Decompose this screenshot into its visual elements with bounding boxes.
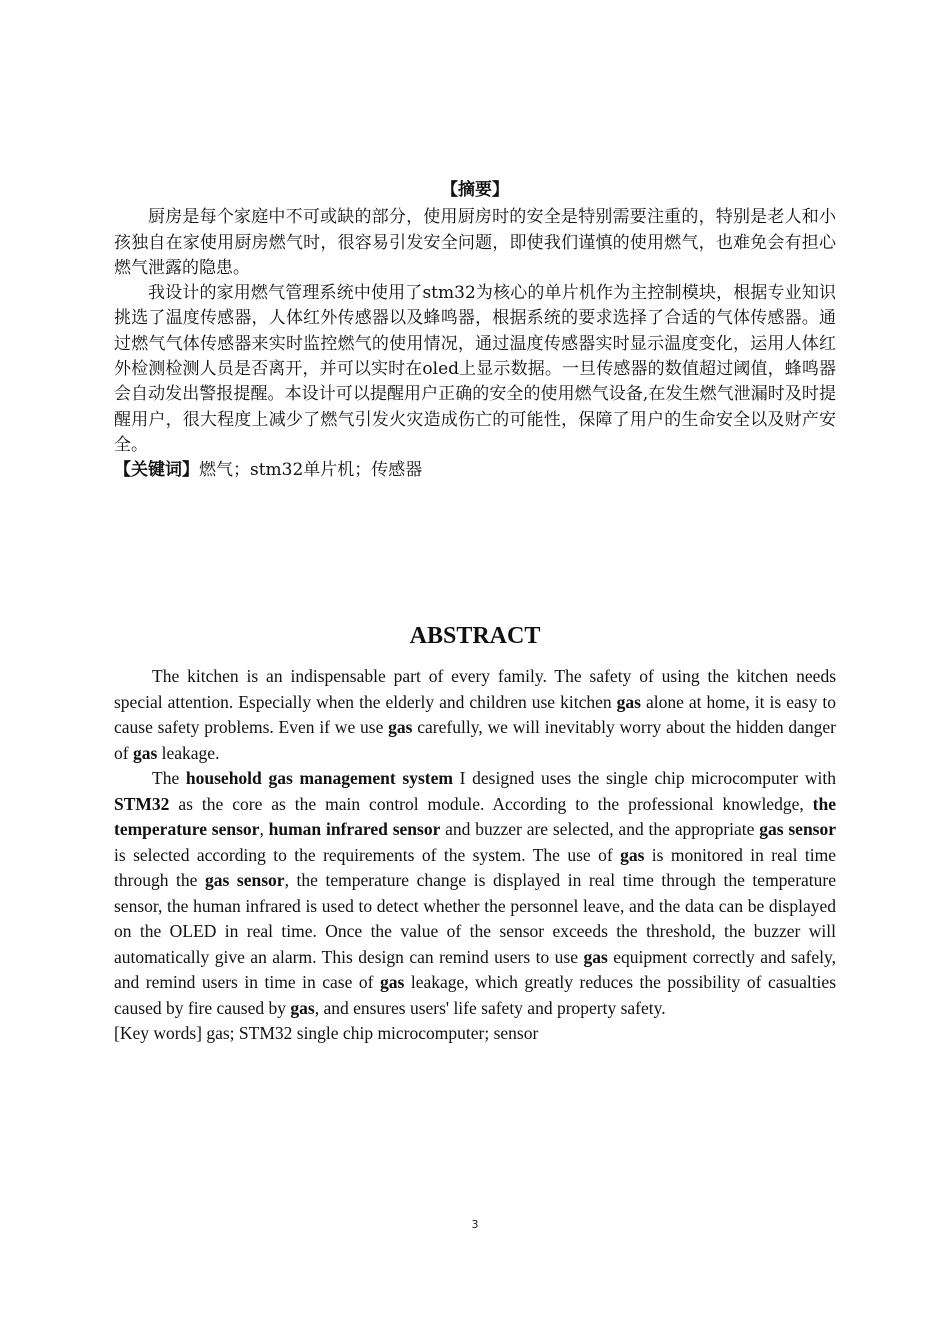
text-run: is monitored in real time through the [114, 844, 837, 890]
text-run: The [152, 768, 186, 788]
bold-term: gas [388, 717, 413, 737]
bold-term: gas [616, 691, 641, 712]
text-run: I designed uses the single chip microcomputer with [452, 768, 836, 788]
bold-term: gas [290, 997, 315, 1018]
text-run: leakage, which greatly reduces the possibility of casualties caused by fire caused by [114, 972, 836, 1018]
bold-term: the temperature sensor [114, 793, 836, 839]
chinese-keywords-text: 燃气；stm32单片机；传感器 [199, 460, 423, 481]
bold-term: gas sensor [759, 819, 837, 839]
chinese-keywords-label: 【关键词】 [114, 460, 199, 481]
bold-term: household gas management system [185, 768, 453, 788]
text-run: , and ensures users' life safety and property safety. [314, 997, 666, 1018]
bold-term: gas [620, 844, 645, 865]
chinese-abstract-title: 【摘要】 [441, 180, 509, 200]
text-run: and buzzer are selected, and the appropriate [440, 819, 760, 839]
bold-term: human infrared sensor [268, 819, 441, 839]
english-abstract-paragraph-2 [114, 766, 836, 1021]
chinese-abstract [114, 178, 836, 484]
bold-term: STM32 [114, 793, 170, 814]
bold-term: gas [380, 972, 405, 992]
chinese-abstract-paragraph-1: 厨房是每个家庭中不可或缺的部分，使用厨房时的安全是特别需要注重的，特别是老人和小孩独自在家使用厨房燃气时，很容易引发安全问题，即使我们谨慎的使用燃气，也难免会有担心燃气泄露的隐患。 [114, 207, 836, 278]
bold-term: gas sensor [205, 870, 285, 890]
bold-term: gas [583, 946, 608, 967]
text-run: , [259, 819, 269, 839]
english-abstract-title: ABSTRACT [409, 623, 541, 649]
text-run: leakage. [157, 742, 220, 763]
text-run: as the core as the main control module. According to the professional knowledge, [169, 793, 813, 814]
text-run: carefully, we will inevitably worry about the hidden danger of [114, 717, 837, 763]
text-run: The kitchen is an indispensable part of every family. The safety of using the kitchen needs special attention. Especially when the elderly and children use kitchen [114, 666, 836, 712]
english-keywords: [Key words] gas; STM32 single chip microcomputer; sensor [114, 1023, 539, 1043]
chinese-keywords [114, 458, 836, 483]
text-run: , the temperature change is displayed in real time through the temperature sensor, the human infrared is used to detect whether the personnel leave, and the data can be displayed on the OLED in real time. Once the value of the sensor exceeds the threshold, the buzzer will automatically give an alarm. This design can remind users to use [114, 870, 836, 967]
page-number: 3 [471, 1218, 479, 1231]
text-run: is selected according to the requirements of the system. The use of [114, 844, 621, 865]
chinese-abstract-paragraph-2: 我设计的家用燃气管理系统中使用了stm32为核心的单片机作为主控制模块，根据专业知识挑选了温度传感器，人体红外传感器以及蜂鸣器，根据系统的要求选择了合适的气体传感器。通过燃气气体传感器来实时监控燃气的使用情况，通过温度传感器实时显示温度变化，运用人体红外检测检测人员是否离开，并可以实时在oled上显示数据。一旦传感器的数值超过阈值，蜂鸣器会自动发出警报提醒。本设计可以提醒用户正确的安全的使用燃气设备,在发生燃气泄漏时及时提醒用户，很大程度上减少了燃气引发火灾造成伤亡的可能性，保障了用户的生命安全以及财产安全。 [114, 283, 836, 455]
text-run: alone at home, it is easy to cause safety problems. Even if we use [114, 691, 836, 737]
text-run: equipment correctly and safely, and remind users in time in case of [114, 946, 836, 992]
english-abstract-paragraph-1 [114, 664, 836, 766]
english-abstract [114, 620, 836, 1047]
bold-term: gas [132, 742, 158, 763]
